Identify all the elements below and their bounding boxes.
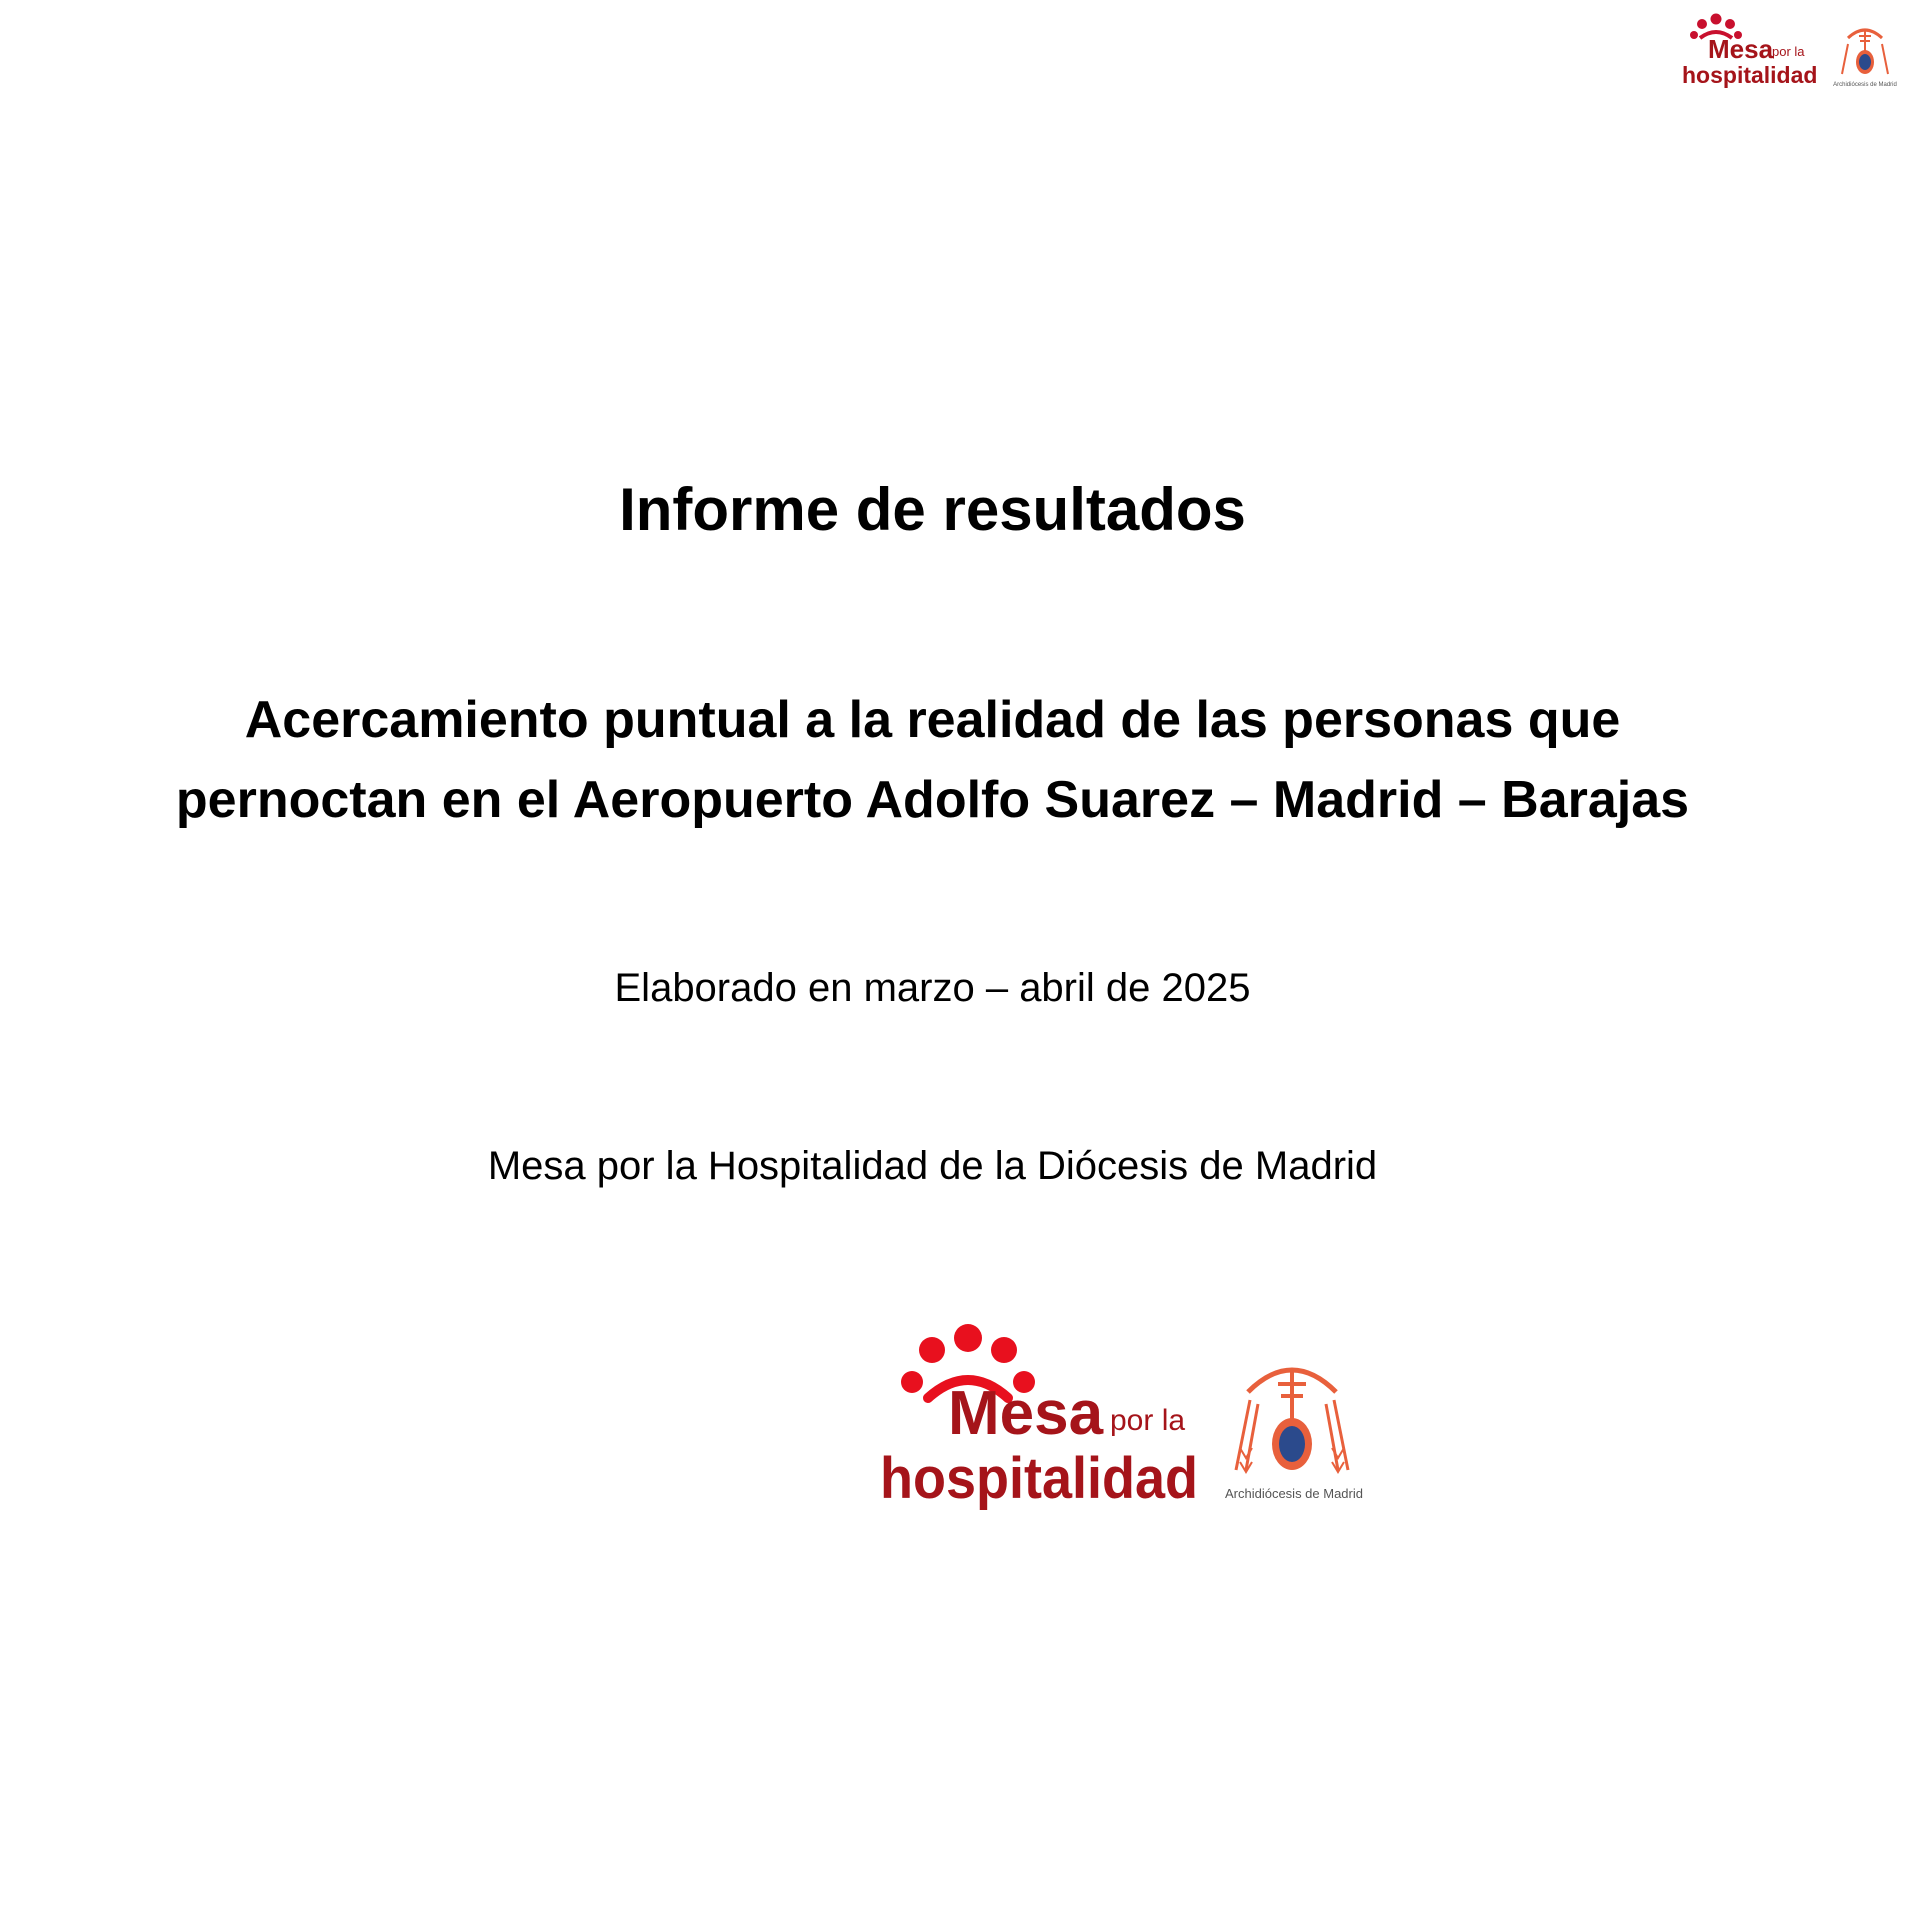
archdiocese-crest-icon (1225, 1370, 1363, 1501)
header-hospitalidad-word: hospitalidad (1682, 62, 1818, 88)
subtitle-line-1: Acercamiento puntual a la realidad de las personas que (244, 691, 1621, 749)
por-la-text: por la (1110, 1404, 1186, 1437)
organization-line: Mesa por la Hospitalidad de la Diócesis de Madrid (487, 1144, 1378, 1188)
header-archdiocese-label: Archidiócesis de Madrid (1833, 82, 1897, 88)
main-logo (880, 1320, 1390, 1520)
page-subtitle (0, 680, 1865, 840)
hospitalidad-word: hospitalidad (880, 1446, 1198, 1511)
date-line: Elaborado en marzo – abril de 2025 (614, 966, 1251, 1010)
mesa-hospitalidad-logo (880, 1324, 1198, 1511)
header-mesa-word: Mesa (1708, 34, 1774, 64)
header-logo (1670, 8, 1920, 88)
archdiocese-label: Archidiócesis de Madrid (1224, 1486, 1364, 1501)
page-title: Informe de resultados (619, 476, 1246, 543)
header-por-la: por la (1772, 44, 1805, 59)
header-crest-icon (1833, 30, 1897, 88)
header-mesa-logo (1682, 14, 1817, 89)
mesa-word: Mesa (948, 1379, 1104, 1448)
subtitle-line-2: pernoctan en el Aeropuerto Adolfo Suarez – Madrid – Barajas (175, 771, 1690, 829)
